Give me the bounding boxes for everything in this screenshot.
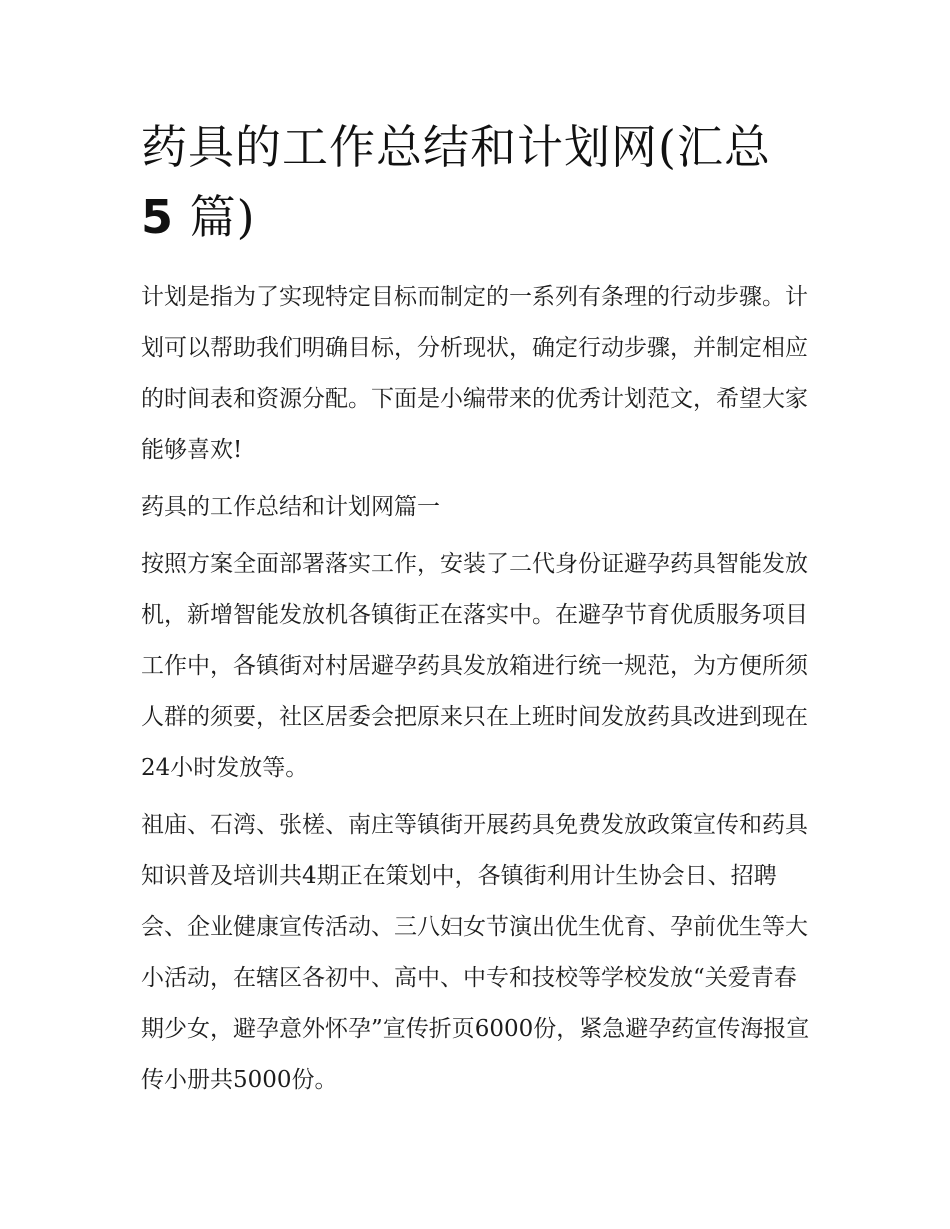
body-paragraph-1: 按照方案全面部署落实工作，安装了二代身份证避孕药具智能发放机，新增智能发放机各镇街正在落实中。在避孕节育优质服务项目工作中，各镇街对村居避孕药具发放箱进行统一规范，为方便所须人群的须要，社区居委会把原来只在上班时间发放药具改进到现在24小时发放等。 (141, 551, 808, 781)
document-page (141, 112, 813, 1112)
title-number: 5 (141, 190, 175, 244)
section-heading: 药具的工作总结和计划网篇一 (141, 494, 440, 520)
body-paragraph-2: 祖庙、石湾、张槎、南庄等镇街开展药具免费发放政策宣传和药具知识普及培训共4期正在策划中，各镇街利用计生协会日、招聘会、企业健康宣传活动、三八妇女节演出优生优育、孕前优生等大小活动，在辖区各初中、高中、中专和技校等学校发放“关爱青春期少女，避孕意外怀孕”宣传折页6000份，紧急避孕药宣传海报宣传小册共5000份。 (141, 812, 810, 1093)
document-body (141, 272, 813, 1106)
document-title (141, 112, 813, 252)
intro-paragraph: 计划是指为了实现特定目标而制定的一系列有条理的行动步骤。计划可以帮助我们明确目标，分析现状，确定行动步骤，并制定相应的时间表和资源分配。下面是小编带来的优秀计划范文，希望大家能够喜欢! (141, 284, 808, 463)
title-main-text: 药具的工作总结和计划网(汇总 (141, 120, 771, 174)
title-tail-text: 篇) (174, 190, 256, 244)
